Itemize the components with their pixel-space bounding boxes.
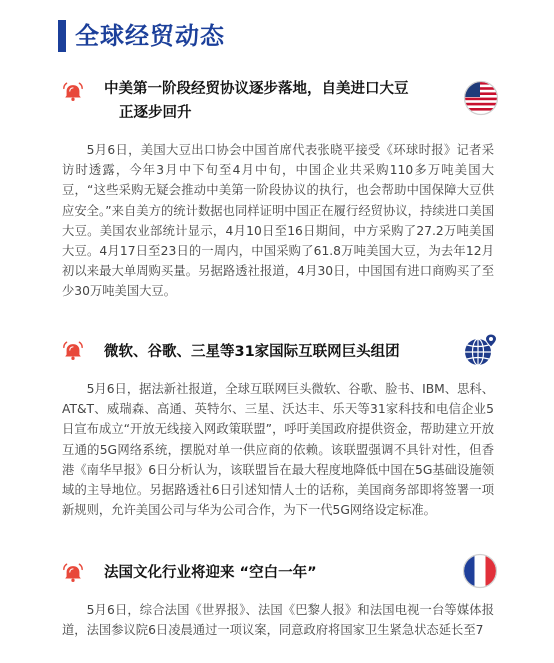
usa-flag-icon	[463, 80, 499, 116]
page-title: 全球经贸动态	[75, 22, 225, 50]
section-header	[58, 18, 225, 54]
article-body: 5月6日，据法新社报道，全球互联网巨头微软、谷歌、脸书、IBM、思科、AT&T、威瑞森、高通、英特尔、三星、沃达丰、乐天等31家科技和电信企业5日宣布成立“开放无线接入网政策联盟”，呼吁美国政府提供资金，帮助建立开放互通的5G网络系统，摆脱对单一供应商的依赖。该联盟强调不具针对性，但香港《南华早报》6日分析认为，该联盟旨在最大程度地降低中国在5G基础设施领域的主导地位。另据路透社6日引述知情人士的话称，美国商务部即将签署一项新规则，允许美国公司与华为公司合作，为下一代5G网络设定标准。	[62, 382, 494, 518]
bell-alarm-icon	[62, 562, 84, 584]
header-accent-bar	[58, 20, 66, 52]
article-headline: 法国文化行业将迎来 “空白一年”	[104, 565, 317, 581]
article-headline: 微软、谷歌、三星等31家国际互联网巨头组团	[104, 344, 400, 360]
article-body: 5月6日，综合法国《世界报》、法国《巴黎人报》和法国电视一台等媒体报道，法国参议院6日凌晨通过一项议案，同意政府将国家卫生紧急状态延长至7	[62, 603, 494, 638]
bell-alarm-icon	[62, 340, 84, 362]
bell-alarm-icon	[62, 81, 84, 103]
article-body: 5月6日，美国大豆出口协会中国首席代表张晓平接受《环球时报》记者采访时透露，今年3月中下旬至4月中旬，中国企业共采购110多万吨美国大豆，“这些采购无疑会推动中美第一阶段协议的执行，也会帮助中国保障大豆供应安全。”来自美方的统计数据也同样证明中国正在履行经贸协议，持续进口美国大豆。美国农业部统计显示，4月10日至16日期间，中方采购了27.2万吨美国大豆。4月17日至23日的一周内，中国采购了61.8万吨美国大豆，为去年12月初以来最大单周购买量。另据路透社报道，4月30日，中国国有进口商购买了至少30万吨美国大豆。	[62, 143, 494, 299]
globe-location-icon	[462, 332, 498, 368]
article-headline: 中美第一阶段经贸协议逐步落地，自美进口大豆 正逐步回升	[104, 81, 409, 121]
france-flag-icon	[462, 553, 498, 589]
